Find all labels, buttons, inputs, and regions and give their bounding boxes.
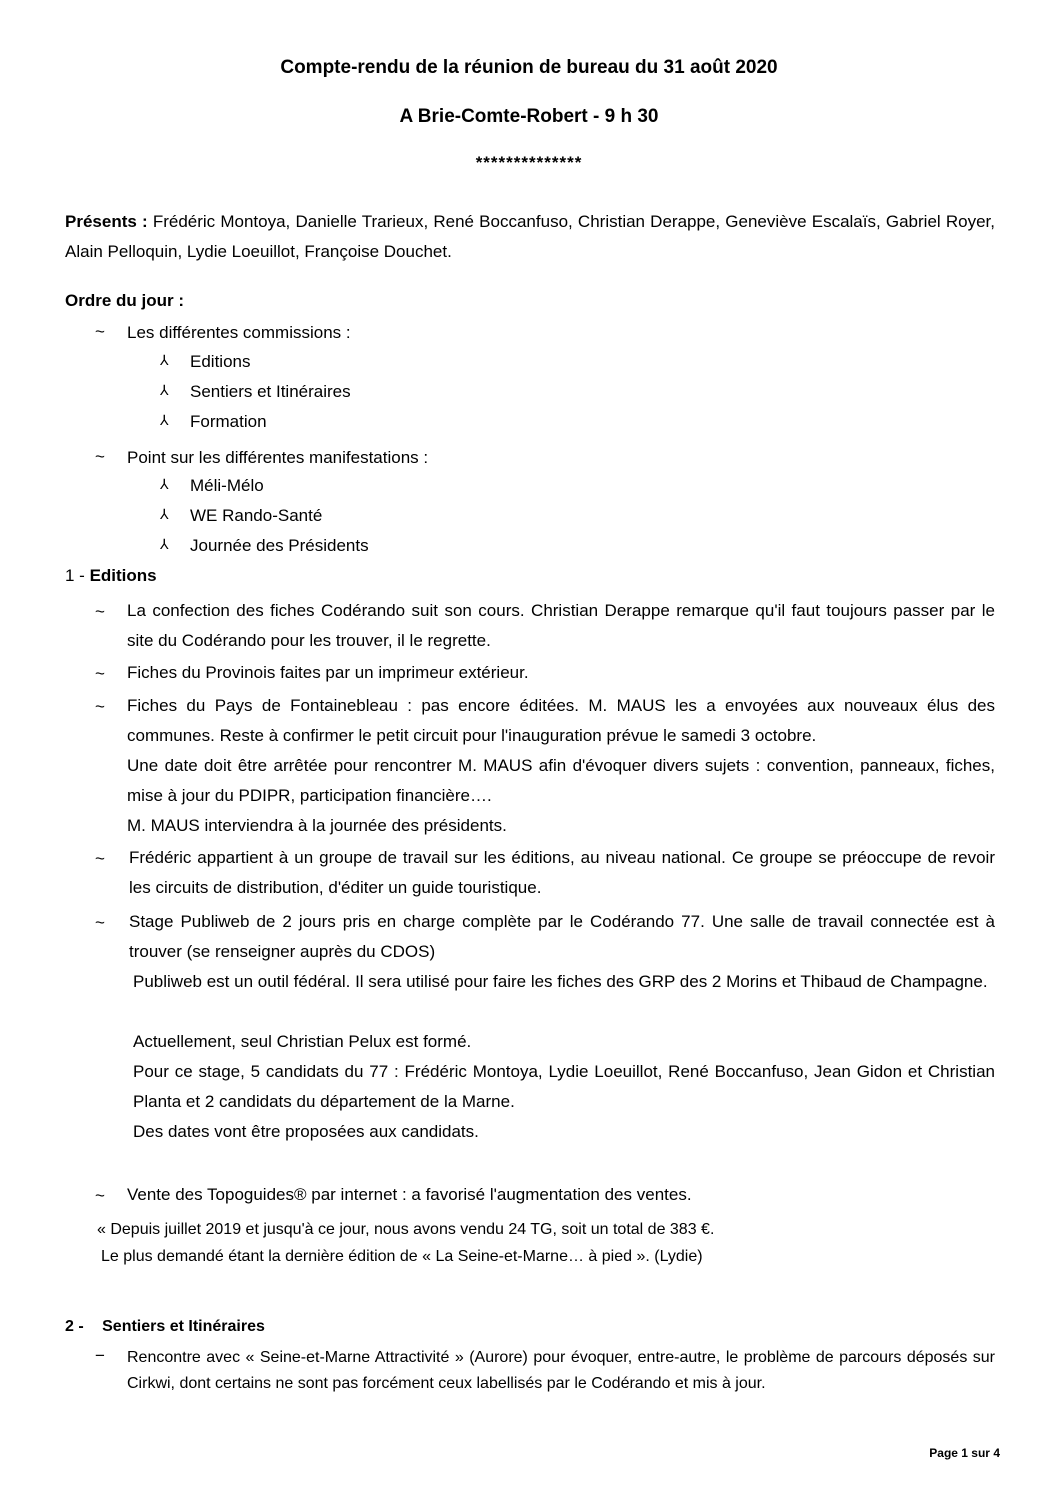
editions-item-5d: Pour ce stage, 5 candidats du 77 : Frédéric Montoya, Lydie Loeuillot, René Boccanfuso, Jean Gidon et Christian Planta et 2 candidats du département de la Marne. (133, 1062, 995, 1111)
triangle-bullet-icon: ⅄ (160, 412, 169, 428)
agenda-sub-presidents: Journée des Présidents (190, 536, 369, 555)
editions-item-1: La confection des fiches Codérando suit son cours. Christian Derappe remarque qu'il faut toujours passer par le site du Codérando pour les trouver, il le regrette. (127, 601, 995, 650)
presents-names: Frédéric Montoya, Danielle Trarieux, René Boccanfuso, Christian Derappe, Geneviève Escalaïs, Gabriel Royer, Alain Pelloquin, Lydie Loeuillot, Françoise Douchet. (65, 212, 995, 261)
agenda-heading: Ordre du jour : (65, 291, 184, 310)
editions-item-3: Fiches du Pays de Fontainebleau : pas encore éditées. M. MAUS les a envoyées aux nouveaux élus des communes. Reste à confirmer le petit circuit pour l'inauguration prévue le samedi 3 octobre. (127, 696, 995, 745)
editions-item-4: Frédéric appartient à un groupe de travail sur les éditions, au niveau national. Ce groupe se préoccupe de revoir les circuits de distribution, d'éditer un guide touristique. (129, 848, 995, 897)
sales-quote-line-2: Le plus demandé étant la dernière édition de « La Seine-et-Marne… à pied ». (Lydie) (101, 1248, 703, 1265)
agenda-sub-meli-melo: Méli-Mélo (190, 476, 264, 495)
agenda-sub-editions: Editions (190, 352, 251, 371)
agenda-sub-sentiers: Sentiers et Itinéraires (190, 382, 351, 401)
presents-paragraph (65, 207, 995, 267)
editions-item-5e: Des dates vont être proposées aux candidats. (133, 1122, 479, 1141)
section-2-number: 2 - (65, 1318, 84, 1335)
triangle-bullet-icon: ⅄ (160, 506, 169, 522)
editions-item-5c: Actuellement, seul Christian Pelux est formé. (133, 1032, 472, 1051)
agenda-sub-rando-sante: WE Rando-Santé (190, 506, 323, 525)
editions-item-3c: M. MAUS interviendra à la journée des présidents. (127, 816, 507, 835)
triangle-bullet-icon: ⅄ (160, 536, 169, 552)
page-number: Page 1 sur 4 (929, 1446, 1000, 1460)
agenda-item-commissions: Les différentes commissions : (127, 323, 351, 342)
sentiers-item-1: Rencontre avec « Seine-et-Marne Attractivité » (Aurore) pour évoquer, entre-autre, le problème de parcours déposés sur Cirkwi, dont certains ne sont pas forcément ceux labellisés par le Codérando et mis à jour. (127, 1349, 995, 1392)
separator: ************** (475, 153, 583, 172)
dash-bullet: ~ (95, 697, 105, 716)
editions-item-3b: Une date doit être arrêtée pour rencontrer M. MAUS afin d'évoquer divers sujets : convention, panneaux, fiches, mise à jour du PDIPR, participation financière…. (127, 756, 995, 805)
dash-bullet: ~ (95, 1186, 105, 1205)
dash-bullet: ~ (95, 849, 105, 868)
triangle-bullet-icon: ⅄ (160, 476, 169, 492)
agenda-item-manifestations: Point sur les différentes manifestations : (127, 448, 429, 467)
section-2-title: Sentiers et Itinéraires (102, 1318, 265, 1335)
dash-bullet: ~ (95, 447, 105, 466)
dash-bullet: ~ (95, 602, 105, 621)
dash-bullet: ~ (95, 322, 105, 341)
section-1-heading (65, 566, 157, 586)
agenda-sub-formation: Formation (190, 412, 267, 431)
section-1-title: Editions (89, 566, 157, 585)
editions-item-6: Vente des Topoguides® par internet : a favorisé l'augmentation des ventes. (127, 1185, 692, 1204)
section-2-heading (65, 1318, 265, 1336)
dash-bullet: ~ (95, 664, 105, 683)
editions-item-5b: Publiweb est un outil fédéral. Il sera utilisé pour faire les fiches des GRP des 2 Morins et Thibaud de Champagne. (133, 972, 988, 991)
triangle-bullet-icon: ⅄ (160, 352, 169, 368)
presents-label: Présents : (65, 212, 148, 231)
triangle-bullet-icon: ⅄ (160, 382, 169, 398)
section-1-number: 1 - (65, 566, 90, 585)
page-title: Compte-rendu de la réunion de bureau du 31 août 2020 (280, 57, 778, 78)
sales-quote-line-1: « Depuis juillet 2019 et jusqu'à ce jour, nous avons vendu 24 TG, soit un total de 383 €. (97, 1221, 715, 1238)
editions-item-5: Stage Publiweb de 2 jours pris en charge complète par le Codérando 77. Une salle de travail connectée est à trouver (se renseigner auprès du CDOS) (129, 912, 995, 961)
dash-bullet: ~ (95, 913, 105, 932)
dash-bullet: − (95, 1346, 105, 1365)
page-subtitle: A Brie-Comte-Robert - 9 h 30 (399, 106, 659, 127)
editions-item-2: Fiches du Provinois faites par un imprimeur extérieur. (127, 663, 529, 682)
